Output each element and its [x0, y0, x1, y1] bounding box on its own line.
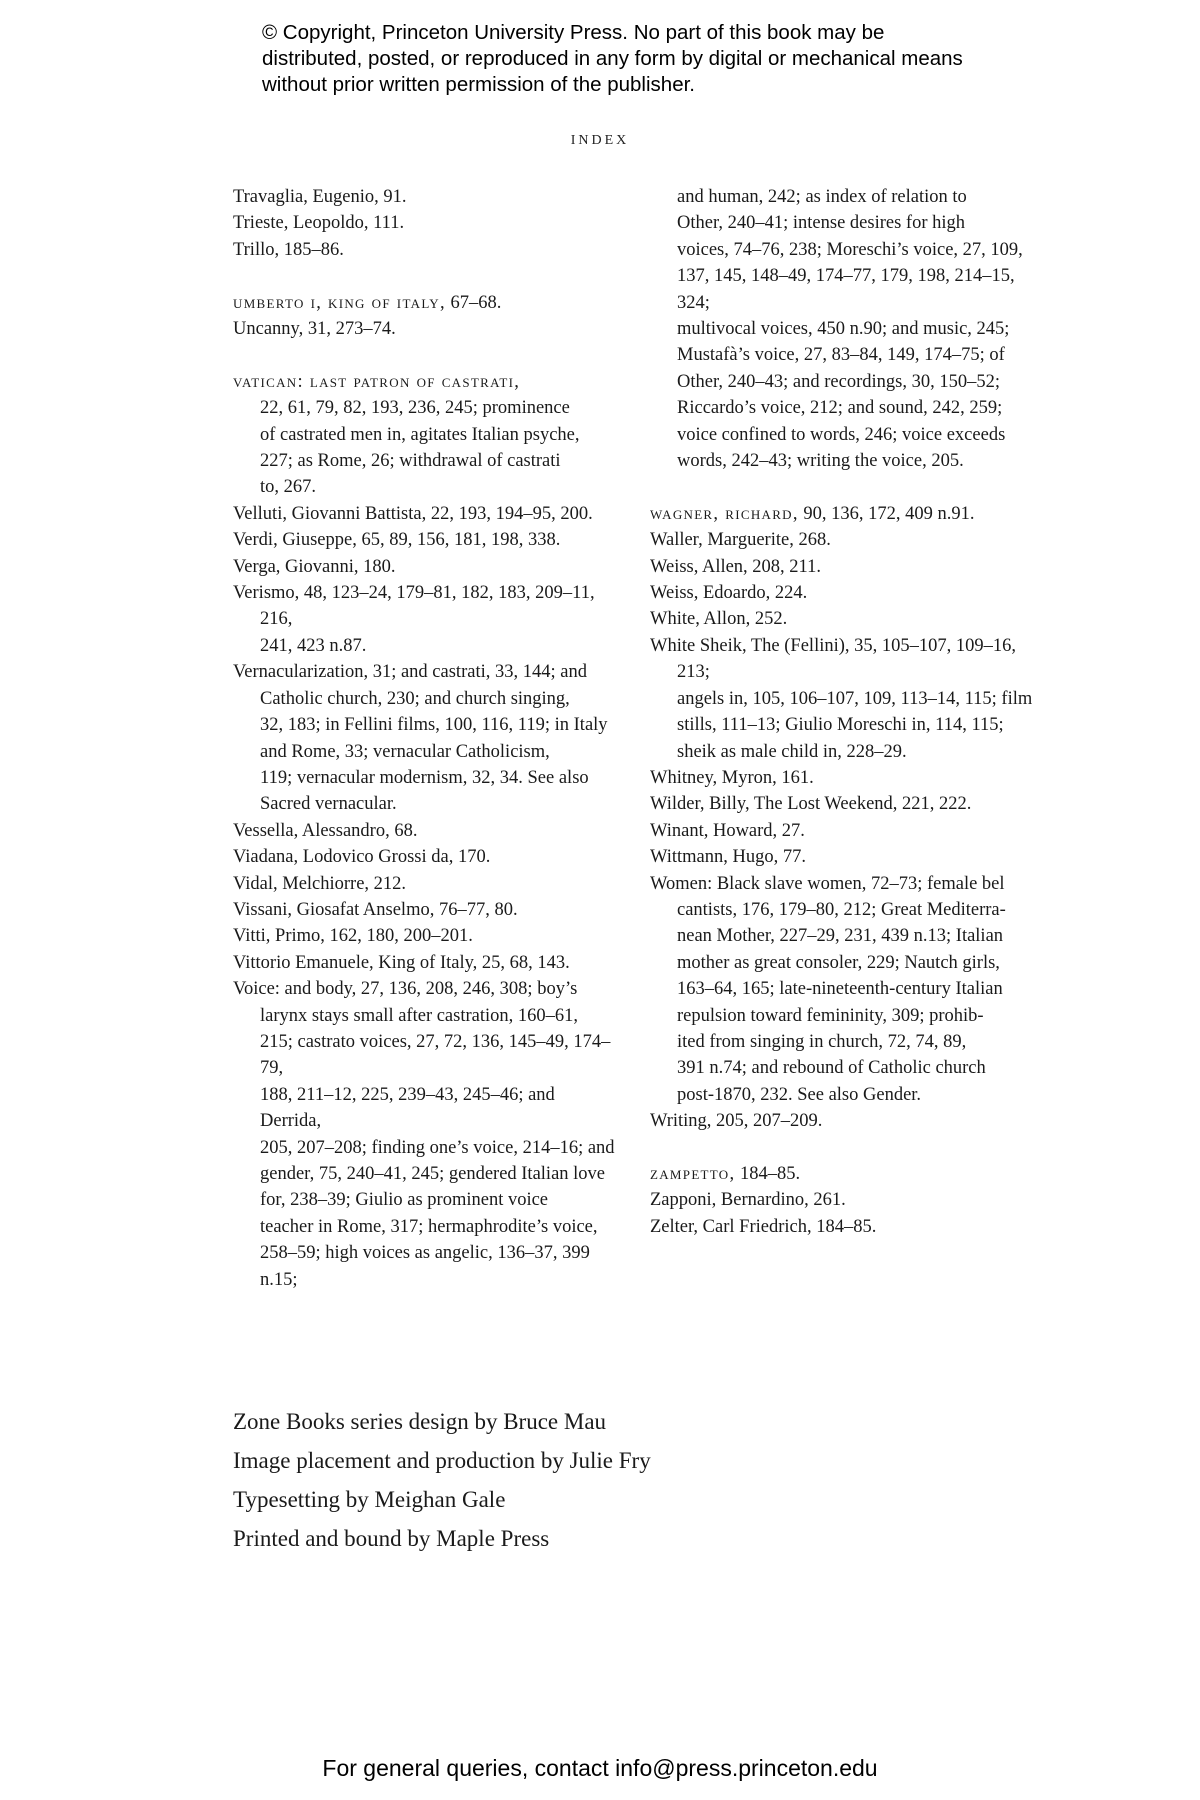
entry-text: Trieste, Leopoldo, 111.	[233, 213, 405, 234]
index-entry	[233, 210, 618, 236]
index-entry	[650, 1108, 1045, 1134]
entry-text: Wilder, Billy, The Lost Weekend, 221, 222.	[650, 794, 972, 815]
entry-text: Zapponi, Bernardino, 261.	[650, 1190, 846, 1211]
index-entry	[233, 290, 618, 316]
running-head: INDEX	[570, 133, 630, 148]
entry-text: White, Allon, 252.	[650, 609, 788, 630]
index-entry	[233, 871, 618, 897]
index-entry	[233, 818, 618, 844]
credit-line: Typesetting by Meighan Gale	[233, 1487, 506, 1512]
entry-text: Weiss, Edoardo, 224.	[650, 583, 808, 604]
entry-text: Viadana, Lodovico Grossi da, 170.	[233, 847, 491, 868]
index-entry	[233, 659, 618, 817]
entry-text: Weiss, Allen, 208, 211.	[650, 556, 821, 577]
entry-spacer	[233, 263, 618, 289]
index-entry	[650, 1187, 1045, 1213]
index-entry	[233, 580, 618, 659]
colophon-credits	[233, 1402, 651, 1558]
index-entry	[233, 237, 618, 263]
entry-text: Winant, Howard, 27.	[650, 820, 805, 841]
entry-text: 67–68.	[445, 292, 502, 313]
index-entry	[650, 527, 1045, 553]
index-entry	[650, 501, 1045, 527]
credit-line: Image placement and production by Julie Fry	[233, 1448, 651, 1473]
index-entry	[650, 606, 1045, 632]
entry-text: Waller, Marguerite, 268.	[650, 530, 831, 551]
index-entry	[233, 527, 618, 553]
entry-text: Voice: and body, 27, 136, 208, 246, 308; boy’s larynx stays small after castration, 160–61, 215; castrato voices, 27, 72, 136, 145–49, 174–79, 188, 211–12, 225, 239–43, 245–46; and Derrida, 205, 207–208; finding one’s voice, 214–16; and gender, 75, 240–41, 245; gendered Italian love for, 238–39; Giulio as prominent voice teacher in Rome, 317; hermaphrodite’s voice, 258–59; high voices as angelic, 136–37, 399 n.15;	[233, 979, 615, 1290]
index-entry	[650, 1214, 1045, 1240]
index-entry	[233, 501, 618, 527]
entry-text: Vitti, Primo, 162, 180, 200–201.	[233, 926, 473, 947]
index-entry	[650, 554, 1045, 580]
credit-line: Printed and bound by Maple Press	[233, 1526, 550, 1551]
index-entry	[650, 791, 1045, 817]
entry-text: Wittmann, Hugo, 77.	[650, 847, 806, 868]
entry-text: Women: Black slave women, 72–73; female bel cantists, 176, 179–80, 212; Great Mediterra- nean Mother, 227–29, 231, 439 n.13; Italian mother as great consoler, 229; Nautch girls, 163–64, 165; late-nineteenth-century Italian repulsion toward femininity, 309; prohib- ited from singing in church, 72, 74, 89, 391 n.74; and rebound of Catholic church post-1870, 232. See also Gender.	[650, 873, 1006, 1105]
index-entry	[650, 765, 1045, 791]
entry-spacer	[650, 474, 1045, 500]
entry-text: Velluti, Giovanni Battista, 22, 193, 194–95, 200.	[233, 503, 593, 524]
entry-text: 90, 136, 172, 409 n.91.	[798, 503, 975, 524]
index-entry	[650, 184, 1045, 474]
index-entry	[233, 184, 618, 210]
entry-text: Vittorio Emanuele, King of Italy, 25, 68, 143.	[233, 952, 570, 973]
entry-text: Travaglia, Eugenio, 91.	[233, 187, 407, 207]
index-entry	[650, 1161, 1045, 1187]
credit-line: Zone Books series design by Bruce Mau	[233, 1409, 607, 1434]
letter-section-head: zampetto,	[650, 1164, 736, 1184]
entry-spacer	[650, 1135, 1045, 1161]
entry-text: Vissani, Giosafat Anselmo, 76–77, 80.	[233, 899, 518, 920]
entry-text: Trillo, 185–86.	[233, 239, 344, 260]
entry-text: Zelter, Carl Friedrich, 184–85.	[650, 1216, 877, 1237]
index-entry	[233, 369, 618, 501]
index-entry	[650, 580, 1045, 606]
contact-footer: For general queries, contact info@press.princeton.edu	[322, 1755, 878, 1781]
entry-text: White Sheik, The (Fellini), 35, 105–107, 109–16, 213; angels in, 105, 106–107, 109, 113–14, 115; film stills, 111–13; Giulio Moreschi in, 114, 115; sheik as male child in, 228–29.	[650, 635, 1033, 762]
index-entry	[233, 950, 618, 976]
index-column-left	[233, 184, 618, 1293]
index-column-right	[650, 184, 1045, 1240]
entry-text: Verdi, Giuseppe, 65, 89, 156, 181, 198, 338.	[233, 530, 561, 551]
entry-text: Verismo, 48, 123–24, 179–81, 182, 183, 209–11, 216, 241, 423 n.87.	[233, 583, 595, 656]
letter-section-head: wagner, richard,	[650, 503, 799, 524]
entry-text: Verga, Giovanni, 180.	[233, 556, 396, 577]
index-entry	[233, 316, 618, 342]
entry-text: Vidal, Melchiorre, 212.	[233, 873, 407, 894]
letter-section-head: vatican: last patron of castrati,	[233, 371, 521, 392]
letter-section-head: umberto i, king of italy,	[233, 292, 446, 313]
entry-text: 22, 61, 79, 82, 193, 236, 245; prominence of castrated men in, agitates Italian psyche, 227; as Rome, 26; withdrawal of castrati to, 267.	[260, 398, 580, 498]
entry-text: Vessella, Alessandro, 68.	[233, 820, 418, 841]
entry-text: Uncanny, 31, 273–74.	[233, 319, 396, 340]
index-entry	[233, 554, 618, 580]
entry-text: 184–85.	[735, 1164, 801, 1184]
index-entry	[650, 633, 1045, 765]
index-entry	[233, 976, 618, 1293]
entry-text: and human, 242; as index of relation to Other, 240–41; intense desires for high voices, 74–76, 238; Moreschi’s voice, 27, 109, 137, 145, 148–49, 174–77, 179, 198, 214–15, 324; multivocal voices, 450 n.90; and music, 245; Mustafà’s voice, 27, 83–84, 149, 174–75; of Other, 240–43; and recordings, 30, 150–52; Riccardo’s voice, 212; and sound, 242, 259; voice confined to words, 246; voice exceeds words, 242–43; writing the voice, 205.	[677, 187, 1023, 472]
entry-text: Writing, 205, 207–209.	[650, 1111, 823, 1132]
index-entry	[233, 844, 618, 870]
index-entry	[650, 818, 1045, 844]
index-entry	[650, 871, 1045, 1109]
entry-text: Whitney, Myron, 161.	[650, 767, 814, 788]
entry-spacer	[233, 342, 618, 368]
copyright-notice: © Copyright, Princeton University Press. No part of this book may be distributed, posted, or reproduced in any form by digital or mechanical means without prior written permission of the publisher.	[262, 21, 963, 96]
entry-text: Vernacularization, 31; and castrati, 33, 144; and Catholic church, 230; and church singing, 32, 183; in Fellini films, 100, 116, 119; in Italy and Rome, 33; vernacular Catholicism, 119; vernacular modernism, 32, 34. See also Sacred vernacular.	[233, 662, 608, 815]
index-entry	[233, 897, 618, 923]
index-entry	[650, 844, 1045, 870]
index-entry	[233, 923, 618, 949]
